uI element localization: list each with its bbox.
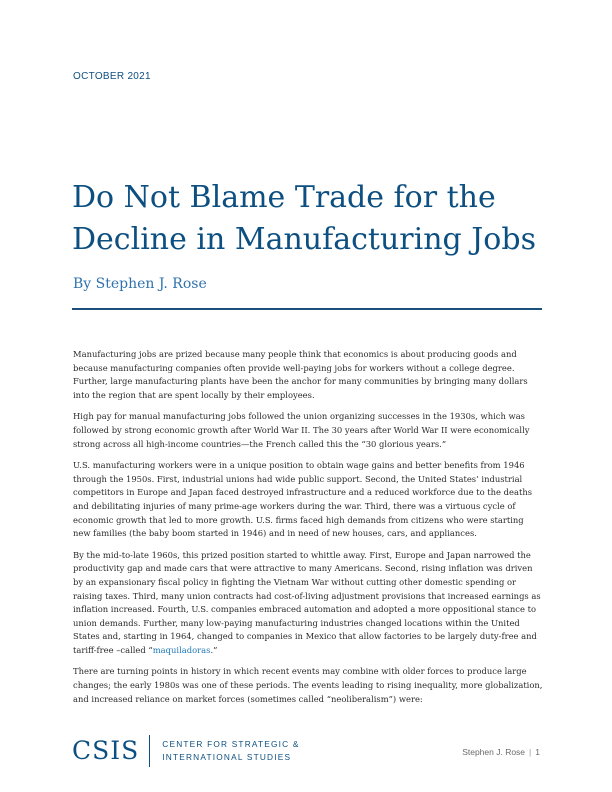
- byline: By Stephen J. Rose: [73, 276, 207, 292]
- paragraph-3: U.S. manufacturing workers were in a unique position to obtain wage gains and better benefits from 1946 through the 1950s. First, industrial unions had wide public support. Second, the United States’ industrial competitors in Europe and Japan faced destroyed infrastructure and a reduced workforce due to the deaths and debilitating injuries of many prime-age workers during the war. Third, there was a virtuous cycle of economic growth that led to more growth. U.S. firms faced high demands from citizens who were starting new families (the baby boom started in 1946) and in need of new houses, cars, and appliances.: [73, 460, 533, 539]
- maquiladoras-link[interactable]: maquiladoras: [152, 644, 211, 655]
- title-line-1: Do Not Blame Trade for the: [72, 180, 496, 215]
- page-footer: [462, 747, 540, 757]
- footer-separator: |: [529, 747, 532, 757]
- footer-author: Stephen J. Rose: [462, 747, 526, 757]
- paragraph-4-text: By the mid-to-late 1960s, this prized position started to whittle away. First, Europe and Japan narrowed the productivity gap and made cars that were attractive to many Americans. Second, rising inflation was driven by an expansionary fiscal policy in fighting the Vietnam War without cutting other domestic spending or raising taxes. Third, many union contracts had cost-of-living adjustment provisions that increased earnings as inflation increased. Fourth, U.S. companies embraced automation and adopted a more oppositional stance to union demands. Further, many low-paying manufacturing industries changed locations within the United States and, starting in 1964, changed to companies in Mexico that allow factories to be largely duty-free and tariff-free –called “: [73, 549, 541, 655]
- article-body: [73, 348, 543, 714]
- paragraph-1: Manufacturing jobs are prized because many people think that economics is about producing goods and because manufacturing companies often provide well-paying jobs for workers without a college degree. Further, large manufacturing plants have been the anchor for many communities by bringing many dollars into the region that are spent locally by their employees.: [73, 349, 528, 400]
- page-number: 1: [535, 747, 540, 757]
- paragraph-5: There are turning points in history in which recent events may combine with older forces to produce large changes; the early 1980s was one of these periods. The events leading to rising inequality, more globalization, and increased reliance on market forces (sometimes called “neoliberalism”) were:: [73, 666, 543, 704]
- paragraph-4-end: .”: [210, 644, 218, 655]
- logo-divider: [149, 735, 150, 767]
- paragraph-2: High pay for manual manufacturing jobs followed the union organizing successes in the 1930s, which was followed by strong economic growth after World War II. The 30 years after World War II were economically strong across all high-income countries—the French called this the “30 glorious years.”: [73, 411, 530, 449]
- document-title: [72, 177, 552, 261]
- center-name: [162, 738, 299, 764]
- center-name-line-1: CENTER FOR STRATEGIC &: [162, 739, 300, 749]
- center-name-line-2: INTERNATIONAL STUDIES: [162, 752, 292, 762]
- title-line-2: Decline in Manufacturing Jobs: [72, 222, 536, 257]
- title-divider: [72, 308, 542, 310]
- paragraph-4: [73, 549, 543, 658]
- report-date: OCTOBER 2021: [73, 71, 151, 82]
- csis-logo: [72, 735, 300, 767]
- csis-wordmark: CSIS: [72, 736, 140, 765]
